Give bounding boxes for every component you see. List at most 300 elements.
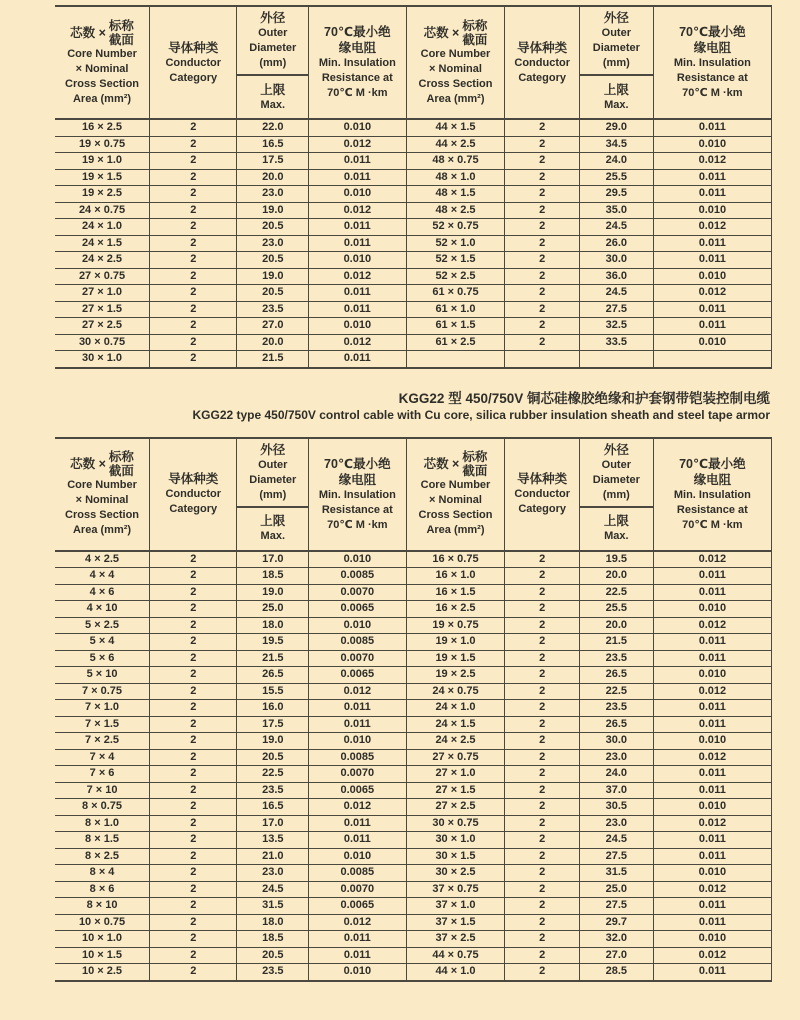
table-cell: 27.5: [579, 898, 653, 915]
table-cell: 0.012: [309, 268, 406, 285]
table-cell: 0.010: [309, 318, 406, 335]
table-cell: 61 × 0.75: [406, 285, 505, 302]
table-cell: 2: [505, 947, 580, 964]
table-cell: 2: [505, 568, 580, 585]
table-cell: 30 × 2.5: [406, 865, 505, 882]
table-cell: 2: [505, 815, 580, 832]
table-cell: 20.5: [237, 749, 309, 766]
table-cell: 24.5: [579, 219, 653, 236]
table-cell: 8 × 0.75: [55, 799, 150, 816]
table-cell: 0.0085: [309, 865, 406, 882]
table-cell: 31.5: [579, 865, 653, 882]
table-cell: 37 × 1.5: [406, 914, 505, 931]
table-cell: 2: [505, 650, 580, 667]
table-cell: 48 × 1.0: [406, 169, 505, 186]
table-cell: 0.011: [653, 914, 771, 931]
col-header-conductor-left: 导体种类 Conductor Category: [150, 6, 237, 119]
table-cell: 0.010: [309, 964, 406, 981]
table-row: [55, 153, 772, 170]
table-cell: 27 × 2.5: [406, 799, 505, 816]
table-row: [55, 169, 772, 186]
table-cell: 20.0: [237, 169, 309, 186]
table-cell: 8 × 1.0: [55, 815, 150, 832]
table-cell: 19.0: [237, 202, 309, 219]
table-cell: 17.5: [237, 153, 309, 170]
table-cell: 0.011: [653, 766, 771, 783]
table-cell: 2: [150, 351, 237, 368]
table-cell: 2: [505, 268, 580, 285]
table-cell: 27 × 1.0: [55, 285, 150, 302]
table-cell: 0.012: [653, 219, 771, 236]
table-cell: 2: [505, 584, 580, 601]
table-cell: 0.010: [309, 252, 406, 269]
table-cell: 2: [505, 252, 580, 269]
table-row: [55, 749, 772, 766]
section-title-block: [55, 390, 770, 424]
table-cell: 34.5: [579, 136, 653, 153]
table-cell: 27.5: [579, 301, 653, 318]
col-header-insulation-right: 70℃最小绝 缘电阻 Min. Insulation Resistance at 70℃ M ·km: [653, 438, 771, 551]
table-cell: 0.010: [309, 617, 406, 634]
table-1-body: [55, 119, 772, 368]
table-cell: 30 × 0.75: [406, 815, 505, 832]
table-cell: 0.011: [309, 301, 406, 318]
table-cell: 0.011: [653, 169, 771, 186]
table-cell: 2: [150, 285, 237, 302]
table-cell: 0.011: [653, 650, 771, 667]
table-row: [55, 334, 772, 351]
table-cell: 0.010: [309, 551, 406, 568]
col-header-max-left: 上限 Max.: [237, 75, 309, 119]
table-cell: 0.0065: [309, 782, 406, 799]
table-cell: 24.5: [237, 881, 309, 898]
table-cell: 10 × 1.5: [55, 947, 150, 964]
table-cell: 0.010: [653, 865, 771, 882]
table-cell: 2: [150, 832, 237, 849]
table-cell: 2: [150, 584, 237, 601]
table-cell: 48 × 0.75: [406, 153, 505, 170]
table-cell: 13.5: [237, 832, 309, 849]
table-cell: 2: [150, 119, 237, 136]
table-cell: 52 × 1.5: [406, 252, 505, 269]
table-cell: 24 × 1.5: [55, 235, 150, 252]
table-cell: 29.7: [579, 914, 653, 931]
kgg-spec-table-1: [55, 5, 772, 369]
table-cell: 61 × 1.5: [406, 318, 505, 335]
table-cell: 30 × 0.75: [55, 334, 150, 351]
table-cell: 2: [150, 749, 237, 766]
table-cell: 24 × 1.0: [55, 219, 150, 236]
table-cell: 2: [505, 848, 580, 865]
table-cell: 18.0: [237, 914, 309, 931]
table-cell: 0.010: [309, 186, 406, 203]
section-title-cn: KGG22 型 450/750V 铜芯硅橡胶绝缘和护套钢带铠装控制电缆: [398, 390, 770, 406]
table-cell: 2: [505, 301, 580, 318]
table-cell: 0.011: [653, 898, 771, 915]
table-cell: 2: [150, 964, 237, 981]
section-title-en: KGG22 type 450/750V control cable with Cu core, silica rubber insulation sheath and steel tape armor: [192, 407, 770, 422]
table-cell: 19 × 2.5: [406, 667, 505, 684]
table-row: [55, 947, 772, 964]
table-cell: 23.0: [237, 186, 309, 203]
table-cell: 0.010: [653, 601, 771, 618]
table-cell: 0.011: [653, 964, 771, 981]
table-cell: 0.012: [653, 551, 771, 568]
table-row: [55, 219, 772, 236]
table-cell: 19 × 2.5: [55, 186, 150, 203]
col-header-core-number-left: 芯数 × 标称 截面 Core Number × Nominal Cross Section Area (mm²): [55, 438, 150, 551]
table-cell: 0.011: [653, 119, 771, 136]
table-cell: 8 × 10: [55, 898, 150, 915]
table-cell: 16.5: [237, 799, 309, 816]
table-row: [55, 733, 772, 750]
table-row: [55, 782, 772, 799]
table-cell: 2: [505, 782, 580, 799]
table-row: [55, 318, 772, 335]
core-header-cn: 芯数 × 标称 截面: [70, 18, 134, 47]
table-cell: 16.5: [237, 136, 309, 153]
table-cell: 19 × 0.75: [55, 136, 150, 153]
table-cell: 0.010: [653, 202, 771, 219]
table-cell: 5 × 6: [55, 650, 150, 667]
col-header-insulation-left: 70℃最小绝 缘电阻 Min. Insulation Resistance at 70℃ M ·km: [309, 6, 406, 119]
table-cell: 30 × 1.0: [55, 351, 150, 368]
table-cell: 25.0: [579, 881, 653, 898]
table-cell: [505, 351, 580, 368]
table-cell: 44 × 1.5: [406, 119, 505, 136]
table-cell: 0.011: [309, 815, 406, 832]
table-row: [55, 683, 772, 700]
col-header-max-left: 上限 Max.: [237, 507, 309, 551]
table-cell: 4 × 10: [55, 601, 150, 618]
table-cell: 19.0: [237, 733, 309, 750]
core-header-cn: 芯数 × 标称 截面: [423, 18, 488, 47]
table-cell: 30.0: [579, 252, 653, 269]
table-cell: 19.0: [237, 584, 309, 601]
table-cell: 2: [150, 931, 237, 948]
table-cell: 27 × 1.0: [406, 766, 505, 783]
table-cell: 20.0: [237, 334, 309, 351]
table-cell: 2: [505, 749, 580, 766]
table-row: [55, 252, 772, 269]
table-cell: 2: [150, 153, 237, 170]
table-cell: 27 × 2.5: [55, 318, 150, 335]
table-cell: 7 × 1.0: [55, 700, 150, 717]
table-cell: 26.5: [579, 667, 653, 684]
table-cell: 0.011: [653, 782, 771, 799]
table-cell: 10 × 2.5: [55, 964, 150, 981]
table-cell: 0.0085: [309, 749, 406, 766]
table-cell: 2: [505, 235, 580, 252]
table-cell: 0.012: [309, 799, 406, 816]
table-cell: 2: [150, 881, 237, 898]
table-cell: 27 × 1.5: [406, 782, 505, 799]
table-cell: 23.0: [237, 235, 309, 252]
table-cell: 29.0: [579, 119, 653, 136]
table-cell: 2: [505, 136, 580, 153]
table-cell: 24 × 0.75: [406, 683, 505, 700]
table-cell: 48 × 1.5: [406, 186, 505, 203]
table-cell: 0.0085: [309, 568, 406, 585]
table-cell: 30.5: [579, 799, 653, 816]
table-cell: 16 × 1.5: [406, 584, 505, 601]
table-cell: 2: [505, 898, 580, 915]
table-row: [55, 202, 772, 219]
table-cell: 0.011: [653, 252, 771, 269]
table-cell: 0.011: [309, 351, 406, 368]
table-cell: 16 × 0.75: [406, 551, 505, 568]
table-cell: 0.011: [653, 301, 771, 318]
table-cell: 2: [505, 285, 580, 302]
table-cell: 19.5: [237, 634, 309, 651]
table-cell: 19 × 1.5: [55, 169, 150, 186]
table-cell: 2: [150, 700, 237, 717]
table-cell: 2: [150, 716, 237, 733]
table-cell: 2: [150, 914, 237, 931]
table-cell: 29.5: [579, 186, 653, 203]
table-row: [55, 964, 772, 981]
table-cell: 22.5: [579, 584, 653, 601]
table-cell: 0.011: [653, 700, 771, 717]
table-cell: 2: [150, 766, 237, 783]
table-cell: 2: [505, 334, 580, 351]
col-header-insulation-left: 70℃最小绝 缘电阻 Min. Insulation Resistance at 70℃ M ·km: [309, 438, 406, 551]
table-row: [55, 848, 772, 865]
table-cell: 4 × 2.5: [55, 551, 150, 568]
table-cell: 27.5: [579, 848, 653, 865]
table-cell: [653, 351, 771, 368]
table-cell: 24 × 1.0: [406, 700, 505, 717]
table-cell: 0.0065: [309, 601, 406, 618]
table-cell: 27 × 0.75: [55, 268, 150, 285]
table-row: [55, 667, 772, 684]
table-cell: 2: [150, 186, 237, 203]
table-cell: 2: [150, 334, 237, 351]
table-cell: 52 × 0.75: [406, 219, 505, 236]
table-cell: 8 × 6: [55, 881, 150, 898]
table-cell: 2: [150, 683, 237, 700]
table-cell: 2: [150, 551, 237, 568]
table-cell: 48 × 2.5: [406, 202, 505, 219]
table-cell: 0.011: [309, 931, 406, 948]
table-cell: 24.5: [579, 832, 653, 849]
table-cell: 2: [150, 865, 237, 882]
table-row: [55, 766, 772, 783]
table-cell: 2: [505, 881, 580, 898]
table-cell: 0.011: [309, 716, 406, 733]
table-cell: 2: [505, 683, 580, 700]
table-cell: 2: [150, 252, 237, 269]
table-cell: 32.0: [579, 931, 653, 948]
table-row: [55, 601, 772, 618]
table-cell: 7 × 10: [55, 782, 150, 799]
col-header-core-number-right: 芯数 × 标称 截面 Core Number × Nominal Cross Section Area (mm²): [406, 438, 505, 551]
table-cell: 2: [150, 617, 237, 634]
table-cell: 0.010: [653, 733, 771, 750]
table-cell: 0.011: [653, 848, 771, 865]
table-row: [55, 650, 772, 667]
table-cell: 0.011: [309, 169, 406, 186]
table-cell: 19 × 1.0: [406, 634, 505, 651]
table-row: [55, 186, 772, 203]
table-cell: 0.011: [653, 568, 771, 585]
table-cell: 8 × 4: [55, 865, 150, 882]
table-cell: 7 × 0.75: [55, 683, 150, 700]
table-cell: 0.012: [309, 683, 406, 700]
table-cell: 61 × 2.5: [406, 334, 505, 351]
core-header-cn: 芯数 × 标称 截面: [423, 450, 488, 478]
table-cell: 30.0: [579, 733, 653, 750]
table-cell: 24 × 0.75: [55, 202, 150, 219]
table-cell: 2: [505, 601, 580, 618]
table-cell: 2: [505, 799, 580, 816]
table-cell: 2: [150, 667, 237, 684]
table-cell: 2: [505, 964, 580, 981]
table-row: [55, 815, 772, 832]
table-cell: 0.012: [309, 202, 406, 219]
table-cell: 0.011: [653, 832, 771, 849]
table-cell: 0.011: [653, 584, 771, 601]
table-cell: 5 × 4: [55, 634, 150, 651]
table-cell: 16 × 2.5: [406, 601, 505, 618]
table-cell: 2: [150, 601, 237, 618]
table-cell: 44 × 0.75: [406, 947, 505, 964]
table-cell: 0.011: [653, 634, 771, 651]
table-cell: 0.0070: [309, 584, 406, 601]
table-cell: 5 × 2.5: [55, 617, 150, 634]
table-cell: 28.5: [579, 964, 653, 981]
table-cell: 0.010: [309, 848, 406, 865]
col-header-conductor-right: 导体种类 Conductor Category: [505, 6, 580, 119]
table-cell: 2: [505, 832, 580, 849]
table-cell: 0.0070: [309, 881, 406, 898]
table-cell: 25.5: [579, 169, 653, 186]
table-cell: 44 × 1.0: [406, 964, 505, 981]
table-cell: [406, 351, 505, 368]
table-row: [55, 551, 772, 568]
table-cell: 2: [150, 815, 237, 832]
col-header-conductor-right: 导体种类 Conductor Category: [505, 438, 580, 551]
table-cell: 2: [505, 634, 580, 651]
table-cell: 0.011: [309, 947, 406, 964]
table-cell: 2: [505, 700, 580, 717]
table-cell: 2: [150, 782, 237, 799]
table-row: [55, 634, 772, 651]
table-cell: 24.5: [579, 285, 653, 302]
table-cell: 37 × 2.5: [406, 931, 505, 948]
table-cell: 0.012: [653, 683, 771, 700]
col-header-max-right: 上限 Max.: [579, 507, 653, 551]
table-row: [55, 119, 772, 136]
table-cell: 20.5: [237, 285, 309, 302]
table-cell: 0.010: [653, 931, 771, 948]
table-cell: 2: [505, 617, 580, 634]
table-cell: 23.5: [237, 964, 309, 981]
table-cell: 52 × 1.0: [406, 235, 505, 252]
table-cell: 2: [150, 634, 237, 651]
table-cell: 7 × 4: [55, 749, 150, 766]
table-cell: 4 × 6: [55, 584, 150, 601]
table-cell: 20.5: [237, 252, 309, 269]
table-cell: 18.0: [237, 617, 309, 634]
table-cell: 27 × 1.5: [55, 301, 150, 318]
table-cell: 2: [150, 733, 237, 750]
table-cell: 20.0: [579, 568, 653, 585]
table-cell: 33.5: [579, 334, 653, 351]
table-cell: 22.0: [237, 119, 309, 136]
table-row: [55, 235, 772, 252]
table-cell: 0.012: [653, 617, 771, 634]
table-cell: 2: [505, 733, 580, 750]
table-cell: 21.5: [237, 650, 309, 667]
table-2-header: [55, 438, 772, 551]
table-cell: 17.5: [237, 716, 309, 733]
table-cell: 16 × 1.0: [406, 568, 505, 585]
table-cell: 22.5: [579, 683, 653, 700]
table-cell: 8 × 1.5: [55, 832, 150, 849]
table-cell: 0.0065: [309, 898, 406, 915]
table-cell: 0.0070: [309, 766, 406, 783]
table-cell: 0.010: [309, 119, 406, 136]
table-cell: 27 × 0.75: [406, 749, 505, 766]
table-cell: 0.010: [653, 799, 771, 816]
table-cell: 20.5: [237, 947, 309, 964]
table-cell: 2: [505, 551, 580, 568]
table-cell: 2: [150, 799, 237, 816]
table-cell: 2: [150, 898, 237, 915]
table-row: [55, 832, 772, 849]
table-cell: 15.5: [237, 683, 309, 700]
table-cell: 0.0065: [309, 667, 406, 684]
table-cell: 27.0: [579, 947, 653, 964]
table-cell: 36.0: [579, 268, 653, 285]
col-header-conductor-left: 导体种类 Conductor Category: [150, 438, 237, 551]
table-cell: 0.010: [653, 268, 771, 285]
table-cell: 2: [150, 848, 237, 865]
table-cell: 19 × 0.75: [406, 617, 505, 634]
table-row: [55, 881, 772, 898]
table-cell: 0.0070: [309, 650, 406, 667]
table-cell: 21.5: [579, 634, 653, 651]
col-header-outer-diameter-right: 外径 Outer Diameter (mm): [579, 6, 653, 75]
table-cell: 19.0: [237, 268, 309, 285]
table-cell: 0.012: [653, 881, 771, 898]
col-header-outer-diameter-right: 外径 Outer Diameter (mm): [579, 438, 653, 507]
table-cell: 23.5: [579, 700, 653, 717]
table-row: [55, 268, 772, 285]
table-cell: 30 × 1.5: [406, 848, 505, 865]
table-cell: 23.5: [579, 650, 653, 667]
table-cell: 21.0: [237, 848, 309, 865]
table-cell: 52 × 2.5: [406, 268, 505, 285]
col-header-insulation-right: 70℃最小绝 缘电阻 Min. Insulation Resistance at 70℃ M ·km: [653, 6, 771, 119]
table-cell: 2: [150, 219, 237, 236]
table-cell: [579, 351, 653, 368]
table-cell: 23.5: [237, 782, 309, 799]
table-cell: 2: [150, 235, 237, 252]
table-cell: 2: [505, 318, 580, 335]
table-cell: 24 × 2.5: [406, 733, 505, 750]
table-2-body: [55, 551, 772, 981]
table-cell: 5 × 10: [55, 667, 150, 684]
table-cell: 2: [150, 568, 237, 585]
table-cell: 0.011: [309, 285, 406, 302]
table-cell: 20.5: [237, 219, 309, 236]
table-cell: 37 × 1.0: [406, 898, 505, 915]
table-cell: 2: [505, 914, 580, 931]
table-cell: 24.0: [579, 153, 653, 170]
table-cell: 7 × 2.5: [55, 733, 150, 750]
